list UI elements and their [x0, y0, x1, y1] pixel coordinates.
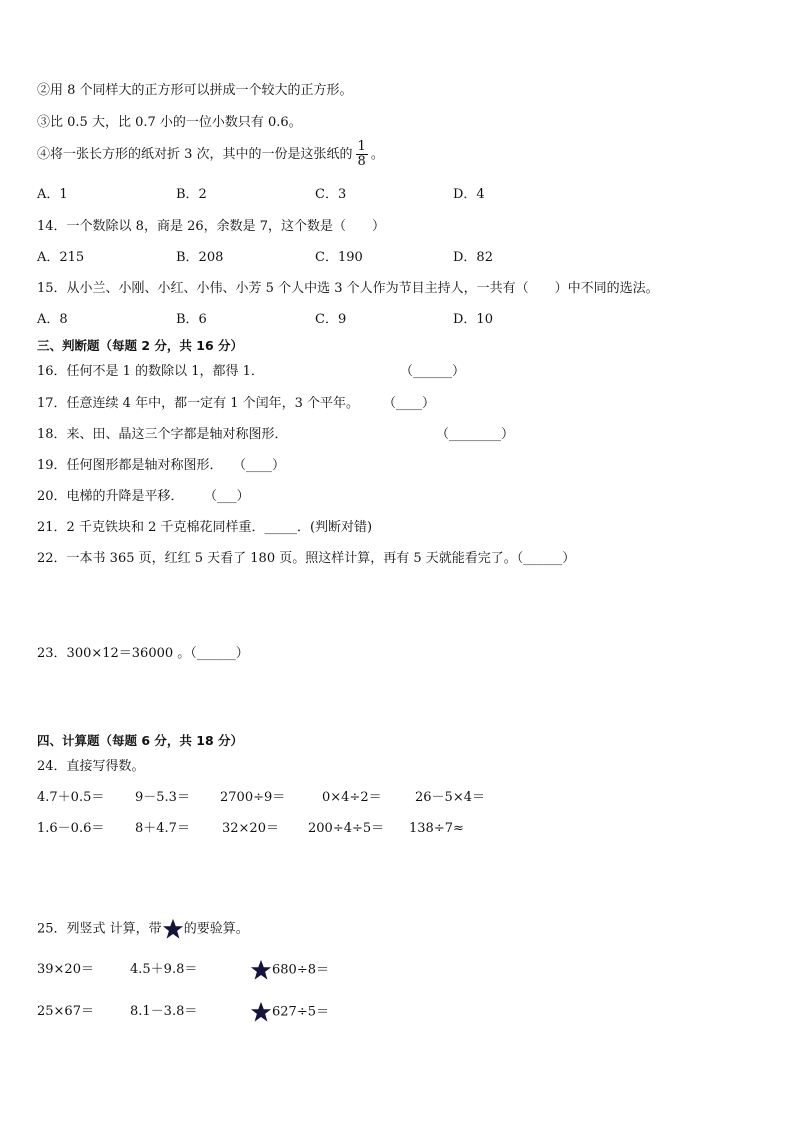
q24-row2-item4: 200÷4÷5＝: [308, 821, 385, 836]
star-icon: [162, 918, 184, 940]
q15-option-c: C．9: [315, 312, 347, 327]
q14-option-a: A．215: [37, 250, 85, 265]
q13-option-c: C．3: [315, 187, 347, 202]
star-icon: [250, 959, 272, 981]
fraction-denominator: 8: [357, 154, 366, 169]
q16-answer-blank[interactable]: （______）: [400, 364, 466, 379]
q23-answer-blank[interactable]: （______）: [190, 646, 249, 661]
q24-row2-item5: 138÷7≈: [409, 821, 464, 836]
fraction-one-eighth: [356, 140, 368, 169]
q14-option-d: D．82: [453, 250, 493, 265]
q17-answer-blank[interactable]: （____）: [383, 396, 436, 411]
q14-option-c: C．190: [315, 250, 363, 265]
q13-option-a: A．1: [37, 187, 68, 202]
q25-row1-item2: 4.5＋9.8＝: [130, 962, 198, 977]
q13-statement-4-end: 。: [370, 147, 384, 162]
q13-statement-2: ②用 8 个同样大的正方形可以拼成一个较大的正方形。: [37, 83, 353, 98]
q24-row1-item3: 2700÷9＝: [220, 790, 286, 805]
q23-question-text: 23．300×12＝36000 。: [37, 646, 191, 661]
q17-question: 17．任意连续 4 年中，都一定有 1 个闰年，3 个平年。: [37, 396, 360, 411]
q13-statement-3: ③比 0.5 大，比 0.7 小的一位小数只有 0.6。: [37, 115, 302, 130]
q25-title-end: 的要验算。: [183, 921, 249, 937]
q13-statement-4-text: ④将一张长方形的纸对折 3 次，其中的一份是这张纸的: [37, 147, 353, 162]
q14-question: 14．一个数除以 8，商是 26，余数是 7，这个数是（ ）: [37, 219, 386, 234]
q22-answer-blank[interactable]: （______）: [516, 551, 576, 566]
q24-title: 24．直接写得数。: [37, 759, 145, 774]
q14-option-b: B．208: [176, 250, 224, 265]
q20-answer-blank[interactable]: （___）: [204, 489, 250, 504]
q24-row1-item5: 26－5×4＝: [415, 790, 485, 805]
q24-row1-item2: 9－5.3＝: [135, 790, 190, 805]
q25-row1-item1: 39×20＝: [37, 962, 94, 977]
q25-row2-item1: 25×67＝: [37, 1004, 94, 1019]
q24-row1-item1: 4.7＋0.5＝: [37, 790, 105, 805]
q24-row2-item1: 1.6－0.6＝: [37, 821, 105, 836]
q15-option-a: A．8: [37, 312, 68, 327]
q25-row2-item3-text: 627÷5＝: [272, 1004, 329, 1020]
q22-question-text: 22．一本书 365 页，红红 5 天看了 180 页。照这样计算，再有 5 天就能看完了。: [37, 551, 517, 566]
q23-question: [37, 645, 249, 663]
q24-row2-item2: 8＋4.7＝: [135, 821, 190, 836]
q25-title-text: 25．列竖式 计算，带: [37, 921, 162, 937]
q15-option-b: B．6: [176, 312, 207, 327]
q15-question: 15．从小兰、小刚、小红、小伟、小芳 5 个人中选 3 个人作为节目主持人，一共有（ ）中不同的选法。: [37, 281, 659, 296]
q16-question: 16．任何不是 1 的数除以 1，都得 1．: [37, 364, 264, 379]
q25-row2-item2: 8.1－3.8＝: [130, 1004, 198, 1019]
q19-question: 19．任何图形都是轴对称图形．: [37, 458, 223, 473]
star-icon: [250, 1001, 272, 1023]
section-3-title: 三、判断题（每题 2 分，共 16 分）: [37, 338, 244, 353]
fraction-numerator: 1: [357, 139, 366, 154]
section-4-title: 四、计算题（每题 6 分，共 18 分）: [37, 733, 244, 748]
q13-option-b: B．2: [176, 187, 207, 202]
q25-row2-item3: [250, 1001, 329, 1023]
q25-row1-item3-text: 680÷8＝: [272, 962, 329, 978]
q19-answer-blank[interactable]: （____）: [233, 458, 286, 473]
q20-question: 20．电梯的升降是平移．: [37, 489, 184, 504]
q18-question: 18．来、田、晶这三个字都是轴对称图形．: [37, 427, 288, 442]
q13-statement-4: [37, 140, 384, 169]
q21-question: 21．2 千克铁块和 2 千克棉花同样重．_____．(判断对错): [37, 520, 373, 535]
q22-question: [37, 550, 575, 568]
q25-title: [37, 918, 249, 940]
q24-row1-item4: 0×4÷2＝: [322, 790, 382, 805]
q24-row2-item3: 32×20＝: [222, 821, 279, 836]
q15-option-d: D．10: [453, 312, 493, 327]
q13-option-d: D．4: [453, 187, 485, 202]
q25-row1-item3: [250, 959, 329, 981]
q18-answer-blank[interactable]: （________）: [436, 427, 515, 442]
